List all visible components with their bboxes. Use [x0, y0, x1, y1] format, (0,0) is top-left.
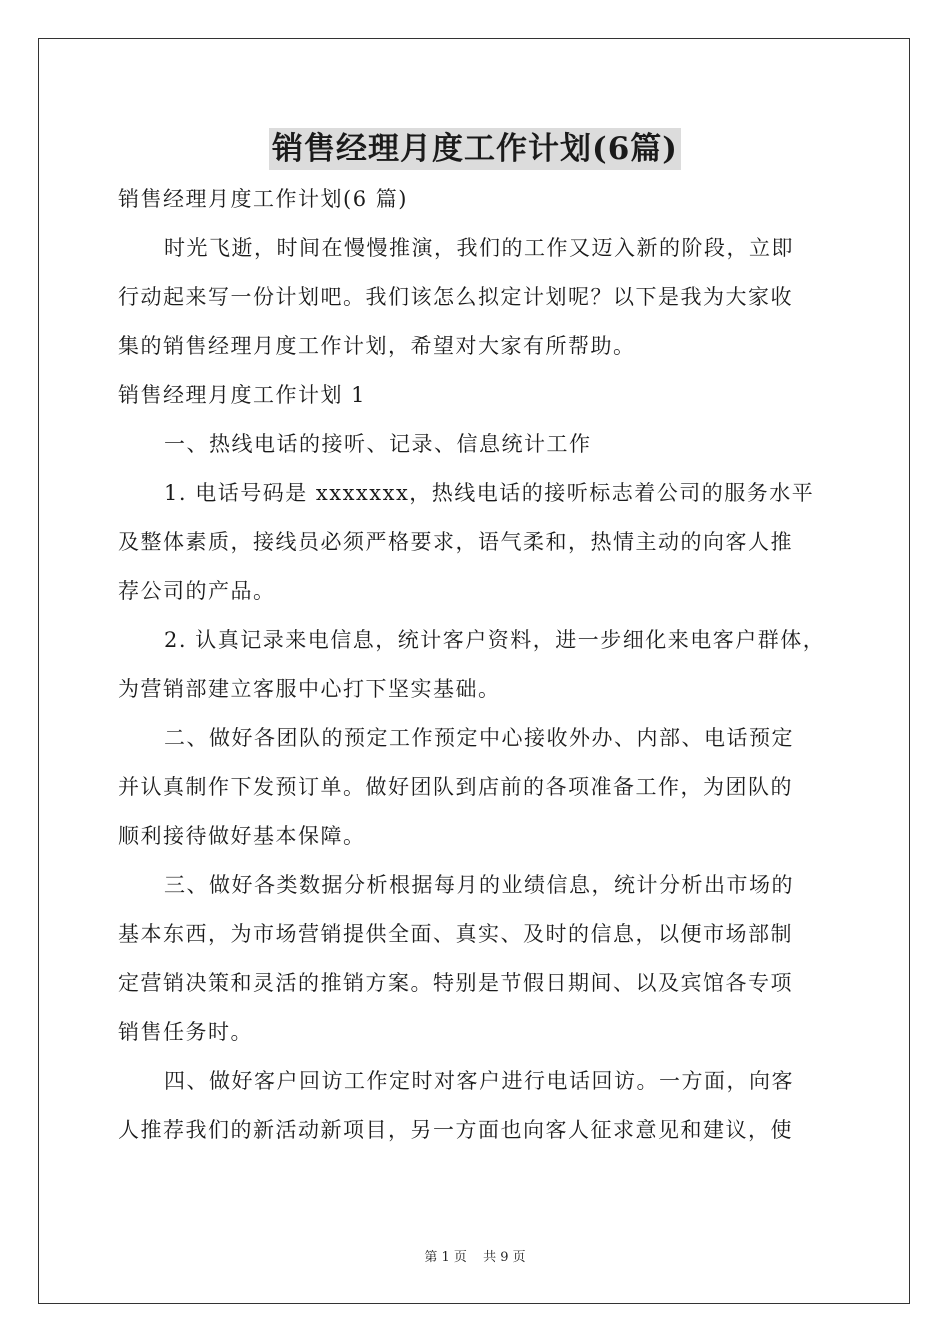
text-line: 销售经理月度工作计划(6 篇) [118, 187, 408, 211]
text-line: 顺利接待做好基本保障。 [118, 824, 366, 848]
text-line: 四、做好客户回访工作定时对客户进行电话回访。一方面，向客 [164, 1069, 794, 1093]
text-line: 销售经理月度工作计划 1 [118, 383, 367, 407]
text-line: 基本东西，为市场营销提供全面、真实、及时的信息，以便市场部制 [118, 922, 793, 946]
page-number: 第 1 页 [424, 1250, 467, 1265]
text-line: 荐公司的产品。 [118, 579, 276, 603]
text-line: 三、做好各类数据分析根据每月的业绩信息，统计分析出市场的 [164, 873, 794, 897]
text-line: 销售任务时。 [118, 1020, 253, 1044]
text-line: 并认真制作下发预订单。做好团队到店前的各项准备工作，为团队的 [118, 775, 793, 799]
page-footer [0, 1246, 950, 1265]
page-total: 共 9 页 [483, 1250, 526, 1265]
text-line: 时光飞逝，时间在慢慢推演，我们的工作又迈入新的阶段，立即 [164, 236, 794, 260]
document-body [118, 180, 836, 1160]
text-line: 人推荐我们的新活动新项目，另一方面也向客人征求意见和建议，使 [118, 1118, 793, 1142]
text-line: 二、做好各团队的预定工作预定中心接收外办、内部、电话预定 [164, 726, 794, 750]
text-line: 定营销决策和灵活的推销方案。特别是节假日期间、以及宾馆各专项 [118, 971, 793, 995]
text-line: 1. 电话号码是 xxxxxxx，热线电话的接听标志着公司的服务水平 [164, 481, 815, 505]
text-line: 为营销部建立客服中心打下坚实基础。 [118, 677, 501, 701]
text-line: 行动起来写一份计划吧。我们该怎么拟定计划呢？以下是我为大家收 [118, 285, 793, 309]
text-line: 集的销售经理月度工作计划，希望对大家有所帮助。 [118, 334, 636, 358]
text-line: 一、热线电话的接听、记录、信息统计工作 [164, 432, 592, 456]
text-line: 及整体素质，接线员必须严格要求，语气柔和，热情主动的向客人推 [118, 530, 793, 554]
text-line: 2. 认真记录来电信息，统计客户资料，进一步细化来电客户群体， [164, 628, 826, 652]
title-container [0, 128, 950, 170]
document-title: 销售经理月度工作计划(6篇) [269, 128, 681, 170]
